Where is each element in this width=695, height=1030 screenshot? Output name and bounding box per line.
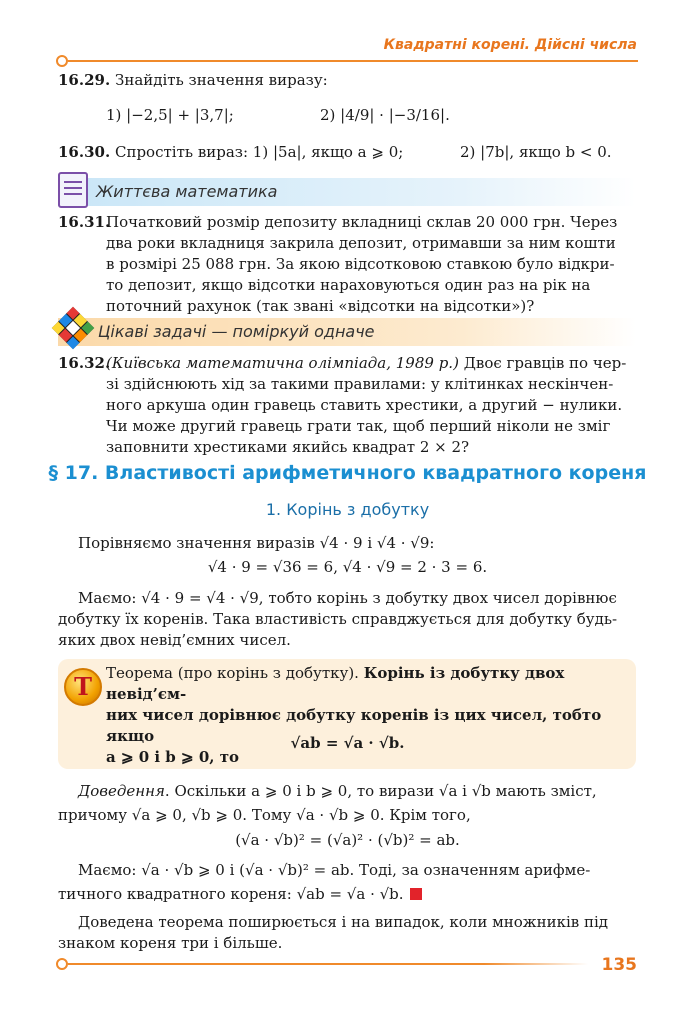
text-line: добутку їх коренів. Така властивість справджується для добутку будь- <box>58 610 618 628</box>
text-line <box>106 353 636 374</box>
text-fragment: тичного квадратного кореня: √ab = √a · √b. <box>58 885 404 903</box>
closing-paragraph <box>58 912 638 954</box>
problem-16-32-text <box>106 353 636 458</box>
problem-16-30-item-2: 2) |7b|, якщо b < 0. <box>460 143 612 161</box>
page-number: 135 <box>601 955 637 975</box>
text-line: Доведена теорема поширюється і на випадок, коли множників під <box>78 913 609 931</box>
text-line <box>106 663 628 705</box>
problem-16-30 <box>58 142 403 163</box>
theorem-lead: Теорема (про корінь з добутку). <box>106 664 364 682</box>
problem-number: 16.29. <box>58 71 111 89</box>
text-line: a ⩾ 0 і b ⩾ 0, то <box>106 748 239 766</box>
text-line: поточний рахунок (так звані «відсотки на відсотки»)? <box>106 297 535 315</box>
text-line: заповнити хрестиками якийсь квадрат 2 × 2? <box>106 438 470 456</box>
proof-formula: (√a · √b)² = (√a)² · (√b)² = ab. <box>235 831 460 849</box>
section-title: § 17. Властивості арифметичного квадратного кореня <box>48 462 647 484</box>
property-paragraph <box>58 588 638 651</box>
header-rule <box>68 60 638 62</box>
footer-rule-dot <box>56 958 68 970</box>
problem-16-29 <box>58 70 328 91</box>
problem-number: 16.32. <box>58 354 111 372</box>
problem-text: Спростіть вираз: 1) |5a|, якщо a ⩾ 0; <box>114 143 404 161</box>
text-fragment: Двоє гравців по чер- <box>458 354 627 372</box>
proof-line-1 <box>78 781 597 802</box>
problem-16-31-text <box>106 212 636 317</box>
text-fragment: . Оскільки a ⩾ 0 і b ⩾ 0, то вирази √a і √b мають зміст, <box>164 782 597 800</box>
theorem-formula: √ab = √a · √b. <box>290 734 405 752</box>
text-line: то депозит, якщо відсотки нараховуються один раз на рік на <box>106 276 591 294</box>
theorem-icon: T <box>64 668 102 706</box>
text-line: два роки вкладниця закрила депозит, отримавши за ним кошти <box>106 234 616 252</box>
text-line: в розмірі 25 088 грн. За якою відсотковою ставкою було відкри- <box>106 255 615 273</box>
puzzles-banner-label: Цікаві задачі — поміркуй одначе <box>98 322 375 341</box>
problem-text: Знайдіть значення виразу: <box>114 71 328 89</box>
proof-line-3: Маємо: √a · √b ⩾ 0 і (√a · √b)² = ab. Тоді, за означенням арифме- <box>78 861 591 879</box>
text-line: яких двох невід’ємних чисел. <box>58 631 291 649</box>
header-rule-dot <box>56 55 68 67</box>
chapter-header: Квадратні корені. Дійсні числа <box>383 37 637 53</box>
footer-rule <box>68 963 588 965</box>
compare-line-1: Порівняємо значення виразів √4 · 9 і √4 · √9: <box>78 534 435 552</box>
proof-label: Доведення <box>78 782 165 800</box>
notebook-icon <box>58 172 88 208</box>
text-line: Чи може другий гравець грати так, щоб перший ніколи не зміг <box>106 417 611 435</box>
problem-16-29-item-2: 2) |4/9| · |−3/16|. <box>320 106 450 124</box>
text-line: них чисел дорівнює добутку коренів із цих чисел, тобто якщо <box>106 706 602 745</box>
problem-number: 16.30. <box>58 143 111 161</box>
proof-line-4 <box>58 884 422 905</box>
subsection-title: 1. Корінь з добутку <box>265 500 430 519</box>
life-math-banner-label: Життєва математика <box>96 182 278 201</box>
problem-16-29-item-1: 1) |−2,5| + |3,7|; <box>106 106 234 124</box>
text-line: зі здійснюють хід за такими правилами: у клітинках нескінчен- <box>106 375 614 393</box>
problem-number: 16.31. <box>58 213 111 231</box>
olympiad-source: (Київська математична олімпіада, 1989 р.) <box>106 354 459 372</box>
proof-line-2: причому √a ⩾ 0, √b ⩾ 0. Тому √a · √b ⩾ 0. Крім того, <box>58 806 471 824</box>
text-line: Маємо: √4 · 9 = √4 · √9, тобто корінь з добутку двох чисел дорівнює <box>78 589 617 607</box>
text-line: знаком кореня три і більше. <box>58 934 283 952</box>
compare-line-2: √4 · 9 = √36 = 6, √4 · √9 = 2 · 3 = 6. <box>207 558 488 576</box>
theorem-statement: Корінь із добутку двох невід’єм- <box>106 664 565 703</box>
text-line: Початковий розмір депозиту вкладниці склав 20 000 грн. Через <box>106 213 618 231</box>
qed-square-icon <box>410 888 422 900</box>
text-line: ного аркуша один гравець ставить хрестики, а другий − нулики. <box>106 396 623 414</box>
